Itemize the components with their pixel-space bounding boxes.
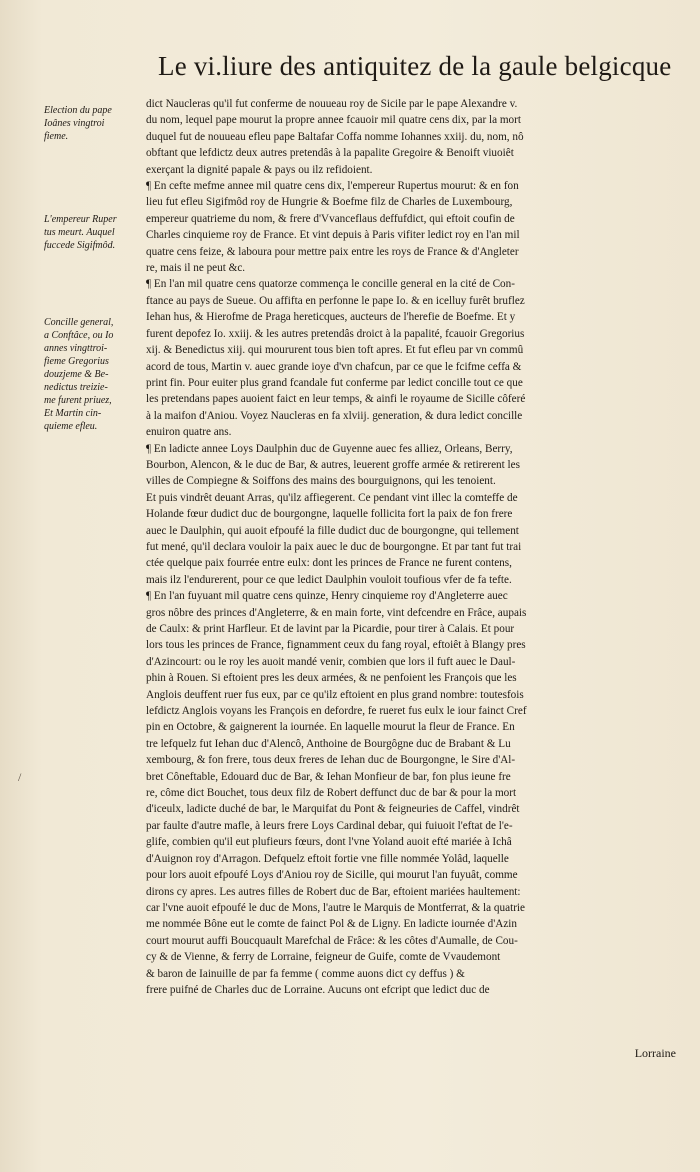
text-line: empereur quatrieme du nom, & frere d'Vvanceflaus deffufdict, qui eftoit coufin de — [146, 212, 515, 225]
text-line: quatre cens feize, & laboura pour mettre paix entre les roys de France & d'Angleter — [146, 245, 519, 258]
text-line: de Caulx: & print Harfleur. Et de lavint par la Picardie, pour tirer à Calais. Et pour — [146, 623, 515, 635]
text-line: enuiron quatre ans. — [146, 426, 232, 439]
text-line: à la maifon d'Aniou. Voyez Naucleras en fa xlviij. generation, & dura ledict concille — [146, 409, 523, 422]
margin-note-line: Election du pape — [44, 105, 112, 116]
margin-note — [44, 316, 144, 433]
paragraph — [146, 588, 676, 998]
text-line: Bourbon, Alencon, & le duc de Bar, & autres, leuerent groffe armée & retirerent les — [146, 458, 520, 471]
margin-note-line: douzjeme & Be- — [44, 369, 109, 380]
text-line: gros nôbre des princes d'Angleterre, & en main forte, vint defcendre en Frâce, aupais — [146, 606, 527, 619]
text-line: ctée quelque paix fourrée entre eulx: dont les princes de France ne furent contens, — [146, 557, 512, 570]
text-line: xembourg, & fon frere, tous deux freres de Iehan duc de Bourgongne, le Sire d'Al- — [146, 754, 516, 767]
margin-note-line: me furent priuez, — [44, 395, 112, 406]
text-line: fut mené, qu'il declara vouloir la paix auec le duc de bourgongne. Et par tant fut trai — [146, 540, 522, 553]
text-line: par faulte d'autre mafle, à leurs frere Loys Cardinal debar, qui fuiuoit l'eftat de l'e- — [146, 819, 513, 832]
text-line: ¶ En ladicte annee Loys Daulphin duc de Guyenne auec fes alliez, Orleans, Berry, — [146, 442, 513, 455]
margin-note-line: fieme. — [44, 131, 69, 142]
text-line: dict Naucleras qu'il fut conferme de nouueau roy de Sicile par le pape Alexandre v. — [146, 98, 518, 110]
margin-note-line: Ioânes vingtroi — [44, 118, 105, 129]
text-line: court mourut auffi Boucquault Marefchal de Frâce: & les côtes d'Aumalle, de Cou- — [146, 934, 518, 947]
margin-note — [44, 104, 144, 143]
margin-note-line: tus meurt. Auquel — [44, 227, 115, 238]
text-line: d'iceulx, ladicte duché de bar, le Marquifat du Pont & feigneuries de Caffel, vindrêt — [146, 803, 520, 816]
margin-note-line: Et Martin cin- — [44, 408, 102, 419]
margin-note-line: fuccede Sigifmôd. — [44, 240, 116, 251]
text-line: ftance au pays de Sueue. Ou affifta en perfonne le pape Io. & en icelluy furêt bruflez — [146, 294, 525, 307]
text-line: phin à Rouen. Si eftoient pres les deux armées, & ne penfoient les François que les — [146, 672, 517, 685]
text-line: Et puis vindrêt deuant Arras, qu'ilz affiegerent. Ce pendant vint illec la comteffe de — [146, 491, 518, 504]
text-line: dirons cy apres. Les autres filles de Robert duc de Bar, eftoient mariées haultement: — [146, 885, 521, 898]
text-line: Holande fœur dudict duc de bourgongne, laquelle follicita fort la paix de fon frere — [146, 508, 513, 521]
text-line: d'Auignon roy d'Arragon. Defquelz eftoit fortie vne fille nommée Yolâd, laquelle — [146, 852, 509, 865]
margin-note — [44, 213, 144, 252]
text-line: auec le Daulphin, qui auoit efpoufé la fille dudict duc de bourgongne, qui tellement — [146, 524, 519, 537]
margin-note-line: a Conftâce, ou Io — [44, 330, 114, 341]
text-line: cy & de Vienne, & ferry de Lorraine, feigneur de Guife, comte de Vvaudemont — [146, 951, 501, 964]
margin-note-line: annes vingttroi- — [44, 343, 108, 354]
text-line: frere puifné de Charles duc de Lorraine. Aucuns ont efcript que ledict duc de — [146, 983, 490, 996]
running-header: Le vi.liure des antiquitez de la gaule belgicque — [158, 51, 672, 81]
text-line: Iehan hus, & Hierofme de Praga hereticques, aucteurs de l'herefie de Boefme. Et y — [146, 311, 516, 324]
text-line: d'Azincourt: ou le roy les auoit mandé venir, combien que lors il fuft auec le Daul- — [146, 655, 516, 668]
text-line: mais ilz l'endurerent, pour ce que ledict Daulphin vouloit toufious vfer de fa tefte. — [146, 573, 512, 586]
text-line: pin en Octobre, & gaignerent la iournée. En laquelle mourut la fleur de France. En — [146, 721, 515, 734]
text-line: lors tous les princes de France, fignamment ceux du fang royal, eftoiêt à Blangy pres — [146, 639, 526, 652]
body-text — [146, 96, 676, 998]
text-line: bret Côneftable, Edouard duc de Bar, & Iehan Monfieur de bar, fon plus ieune fre — [146, 770, 511, 783]
text-line: re, côme dict Bouchet, tous deux filz de Robert deffunct duc de bar & pour la mort — [146, 787, 517, 800]
text-line: duquel fut de nouueau efleu pape Baltafar Coffa nomme Iohannes xxiij. du, nom, nô — [146, 130, 524, 143]
margin-note-line: quieme efleu. — [44, 421, 98, 432]
margin-note-line: Concille general, — [44, 317, 114, 328]
paragraph — [146, 441, 676, 589]
text-line: xij. & Benedictus xiij. qui moururent tous bien toft apres. Et fut efleu par vn commû — [146, 344, 524, 357]
text-line: acord de tous, Martin v. auec grande ioye d'vn chafcun, par ce que le fcifme ceffa & — [146, 360, 522, 373]
text-line: Anglois deuffent ruer fus eux, par ce qu'ilz eftoient en plus grand nombre: toutesfois — [146, 688, 524, 701]
text-line: pour lors auoit efpoufé Loys d'Aniou roy de Sicille, qui mourut l'an fuyuât, comme — [146, 869, 518, 882]
text-line: glife, combien qu'il eut plufieurs fœurs, dont l'vne Yoland auoit efté mariée à Ichâ — [146, 836, 512, 849]
text-line: & baron de Iainuille de par fa femme ( comme auons dict cy deffus ) & — [146, 967, 465, 980]
text-line: exerçant la dignité papale & pays ou ilz refidoient. — [146, 163, 373, 176]
paragraph — [146, 178, 676, 276]
text-line: Charles cinquieme roy de France. Et vint depuis à Paris vifiter ledict roy en l'an mil — [146, 229, 520, 242]
text-line: car l'vne auoit efpoufé le duc de Mons, l'autre le Marquis de Montferrat, & la quatrie — [146, 901, 525, 914]
text-line: ¶ En l'an fuyuant mil quatre cens quinze, Henry cinquieme roy d'Angleterre auec — [146, 590, 508, 603]
text-line: re, mais il ne peut &c. — [146, 262, 246, 275]
text-line: lieu fut efleu Sigifmôd roy de Hungrie & Boefme filz de Charles de Luxembourg, — [146, 196, 513, 209]
text-line: obftant que lefdictz deux autres pretendâs à la papalite Gregoire & Benoift viuoiêt — [146, 147, 514, 160]
text-line: du nom, lequel pape mourut la propre annee fcauoir mil quatre cens dix, par la mort — [146, 114, 521, 127]
margin-note-line: fieme Gregorius — [44, 356, 109, 367]
text-line: villes de Compiegne & Soiffons des mains des bourguignons, qui les tenoient. — [146, 475, 496, 488]
margin-note-line: nedictus treizie- — [44, 382, 108, 393]
paragraph — [146, 276, 676, 440]
text-line: lefdictz Anglois voyans les François en defordre, fe rueret fus eulx le iour fainct Cref — [146, 705, 527, 718]
stray-mark: / — [18, 770, 22, 784]
text-line: print fin. Pour euiter plus grand fcandale fut conferme par ledict concille tout ce que — [146, 376, 523, 389]
text-line: ¶ En cefte mefme annee mil quatre cens dix, l'empereur Rupertus mourut: & en fon — [146, 180, 519, 193]
text-line: furent depofez Io. xxiij. & les autres pretendâs droict à la papalité, fcauoir Gregorius — [146, 327, 525, 340]
text-line: tre lefquelz fut Iehan duc d'Alencô, Anthoine de Bourgôgne duc de Brabant & Lu — [146, 737, 511, 750]
text-line: me nommée Bône eut le comte de fainct Pol & de Ligny. En ladicte iournée d'Azin — [146, 918, 517, 931]
margin-note-line: L'empereur Ruper — [44, 214, 117, 225]
text-line: ¶ En l'an mil quatre cens quatorze commença le concille general en la cité de Con- — [146, 278, 515, 291]
text-line: les pretendans papes auoient faict en leur temps, & ainfi le royaume de Sicille côferé — [146, 393, 526, 406]
catchword: Lorraine — [634, 1046, 676, 1060]
paragraph — [146, 96, 676, 178]
